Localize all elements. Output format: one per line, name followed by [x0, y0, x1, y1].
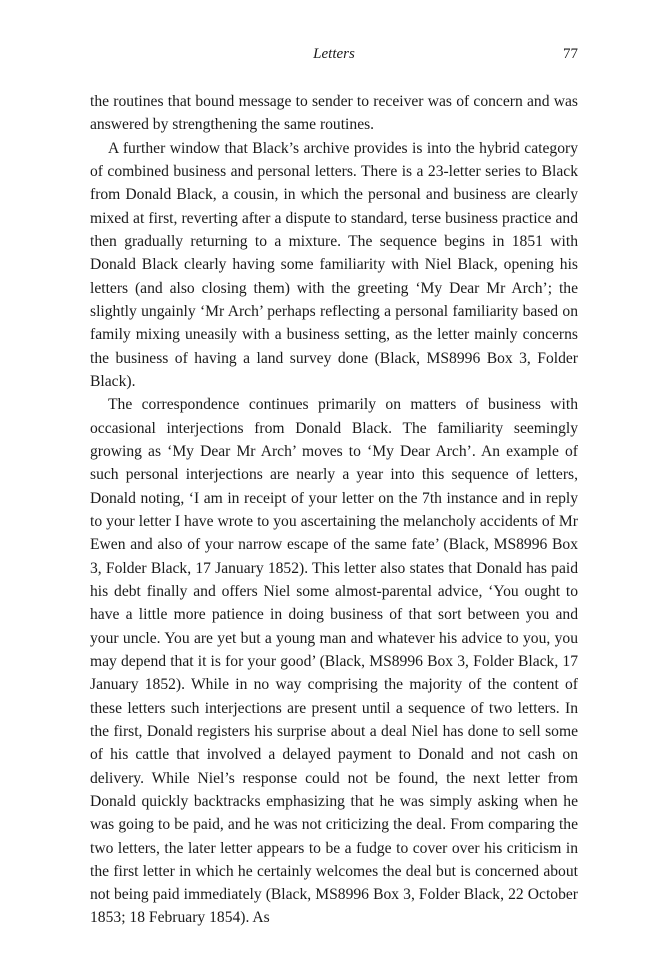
- running-head: [90, 46, 578, 66]
- paragraph-correspondence: The correspondence continues primarily on matters of business with occasional interjections from Donald Black. The familiarity seemingly growing as ‘My Dear Mr Arch’ moves to ‘My Dear Arch’. An example of such personal interjections are nearly a year into this sequence of letters, Donald noting, ‘I am in receipt of your letter on the 7th instance and in reply to your letter I have wrote to you ascertaining the melancholy accidents of Mr Ewen and also of your narrow escape of the same fate’ (Black, MS8996 Box 3, Folder Black, 17 January 1852). This letter also states that Donald has paid his debt finally and offers Niel some almost-parental advice, ‘You ought to have a little more patience in doing business of that sort between you and your uncle. You are yet but a young man and whatever his advice to you, you may depend that it is for your good’ (Black, MS8996 Box 3, Folder Black, 17 January 1852). While in no way comprising the majority of the content of these letters such interjections are present until a sequence of two letters. In the first, Donald registers his surprise about a deal Niel has done to sell some of his cattle that involved a delayed payment to Donald and not cash on delivery. While Niel’s response could not be found, the next letter from Donald quickly backtracks emphasizing that he was simply asking when he was going to be paid, and he was not criticizing the deal. From comparing the two letters, the later letter appears to be a fudge to cover over his criticism in the first letter in which he certainly welcomes the deal but is concerned about not being paid immediately (Black, MS8996 Box 3, Folder Black, 22 October 1853; 18 February 1854). As: [90, 396, 578, 927]
- paragraph-continued: the routines that bound message to sender to receiver was of concern and was answered by strengthening the same routines.: [90, 93, 578, 134]
- body-text: [90, 90, 578, 930]
- running-title: Letters: [313, 46, 355, 62]
- page-number: 77: [563, 46, 578, 62]
- paragraph-hybrid-letters: A further window that Black’s archive provides is into the hybrid category of combined business and personal letters. There is a 23-letter series to Black from Donald Black, a cousin, in which the personal and business are clearly mixed at first, reverting after a dispute to standard, terse business practice and then gradually returning to a mixture. The sequence begins in 1851 with Donald Black clearly having some familiarity with Niel Black, opening his letters (and also closing them) with the greeting ‘My Dear Mr Arch’; the slightly ungainly ‘Mr Arch’ perhaps reflecting a personal familiarity based on family mixing uneasily with a business setting, as the letter mainly concerns the business of having a land survey done (Black, MS8996 Box 3, Folder Black).: [90, 139, 578, 390]
